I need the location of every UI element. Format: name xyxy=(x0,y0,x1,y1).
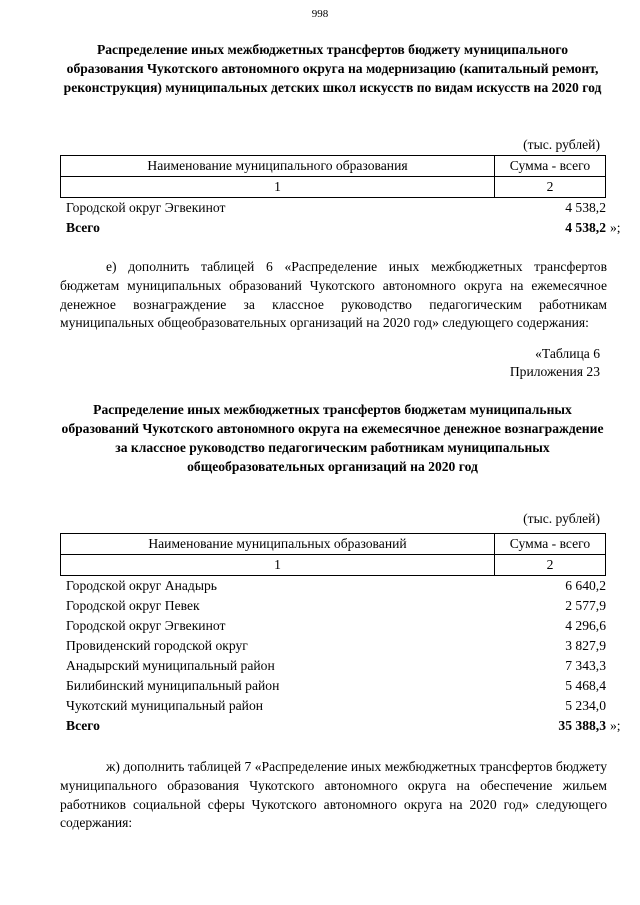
row-value: 5 234,0 xyxy=(565,698,606,713)
table-reference xyxy=(510,345,600,381)
row-name: Городской округ Певек xyxy=(66,598,200,613)
section2-header-table xyxy=(60,533,606,576)
table-row xyxy=(66,676,606,696)
row-name: Провиденский городской округ xyxy=(66,638,248,653)
row-name: Городской округ Анадырь xyxy=(66,578,217,593)
section1-col2-header: Сумма - всего xyxy=(495,156,606,177)
row-value: 3 827,9 xyxy=(565,638,606,653)
paragraph-zh xyxy=(60,758,607,833)
section2-col1-number: 1 xyxy=(61,555,495,576)
section2-title: Распределение иных межбюджетных трансфертов бюджетам муниципальных образований Чукотского автономного округа на ежемесячное денежное вознаграждение за классное руководство педагогическим работникам муниципальных общеобразовательных организаций на 2020 год xyxy=(61,402,604,474)
total-value: 35 388,3 xyxy=(558,718,606,733)
table-ref-line1: «Таблица 6 xyxy=(535,346,600,361)
table-row xyxy=(66,616,606,636)
total-label: Всего xyxy=(66,220,100,235)
table-row xyxy=(66,636,606,656)
paragraph-e xyxy=(60,258,607,333)
row-value: 2 577,9 xyxy=(565,598,606,613)
section2-closing-quote: »; xyxy=(610,718,621,733)
table-row xyxy=(66,696,606,716)
section2-col2-header: Сумма - всего xyxy=(495,534,606,555)
row-name: Чукотский муниципальный район xyxy=(66,698,264,713)
total-label: Всего xyxy=(66,718,100,733)
section1-title: Распределение иных межбюджетных трансфертов бюджету муниципального образования Чукотского автономного округа на модернизацию (капитальный ремонт, реконструкция) муниципальных детских школ искусств по видам искусств на 2020 год xyxy=(63,42,602,95)
section1-col2-number: 2 xyxy=(495,177,606,198)
section2-col1-header: Наименование муниципальных образований xyxy=(61,534,495,555)
table-row xyxy=(66,596,606,616)
section1-rows xyxy=(66,198,606,238)
row-value: 5 468,4 xyxy=(565,678,606,693)
section1-closing-quote: »; xyxy=(610,220,621,235)
row-value: 6 640,2 xyxy=(565,578,606,593)
table-row xyxy=(66,656,606,676)
row-value: 4 296,6 xyxy=(565,618,606,633)
table-row xyxy=(66,576,606,596)
section2-rows xyxy=(66,576,606,736)
section2-col2-number: 2 xyxy=(495,555,606,576)
total-row xyxy=(66,218,606,238)
section1-header-table xyxy=(60,155,606,198)
paragraph-zh-text: ж) дополнить таблицей 7 «Распределение иных межбюджетных трансфертов бюджету муниципального образования Чукотского автономного округа на обеспечение жильем работников социальной сферы Чукотского автономного округа на 2020 год» следующего содержания: xyxy=(60,759,608,831)
section2-unit: (тыс. рублей) xyxy=(523,511,600,526)
paragraph-e-text: е) дополнить таблицей 6 «Распределение иных межбюджетных трансфертов бюджетам муниципальных образований Чукотского автономного округа на ежемесячное денежное вознаграждение за классное руководство педагогическим работникам муниципальных общеобразовательных организаций на 2020 год» следующего содержания: xyxy=(60,259,607,331)
row-name: Городской округ Эгвекинот xyxy=(66,618,226,633)
row-name: Билибинский муниципальный район xyxy=(66,678,280,693)
table-ref-line2: Приложения 23 xyxy=(509,364,600,379)
section1-unit: (тыс. рублей) xyxy=(523,137,600,152)
total-value: 4 538,2 xyxy=(565,220,606,235)
table-row xyxy=(66,198,606,218)
row-value: 4 538,2 xyxy=(565,200,606,215)
total-row xyxy=(66,716,606,736)
row-name: Анадырский муниципальный район xyxy=(66,658,275,673)
row-value: 7 343,3 xyxy=(565,658,606,673)
section1-col1-header: Наименование муниципального образования xyxy=(61,156,495,177)
section1-col1-number: 1 xyxy=(61,177,495,198)
row-name: Городской округ Эгвекинот xyxy=(66,200,226,215)
page-number: 998 xyxy=(311,8,329,20)
